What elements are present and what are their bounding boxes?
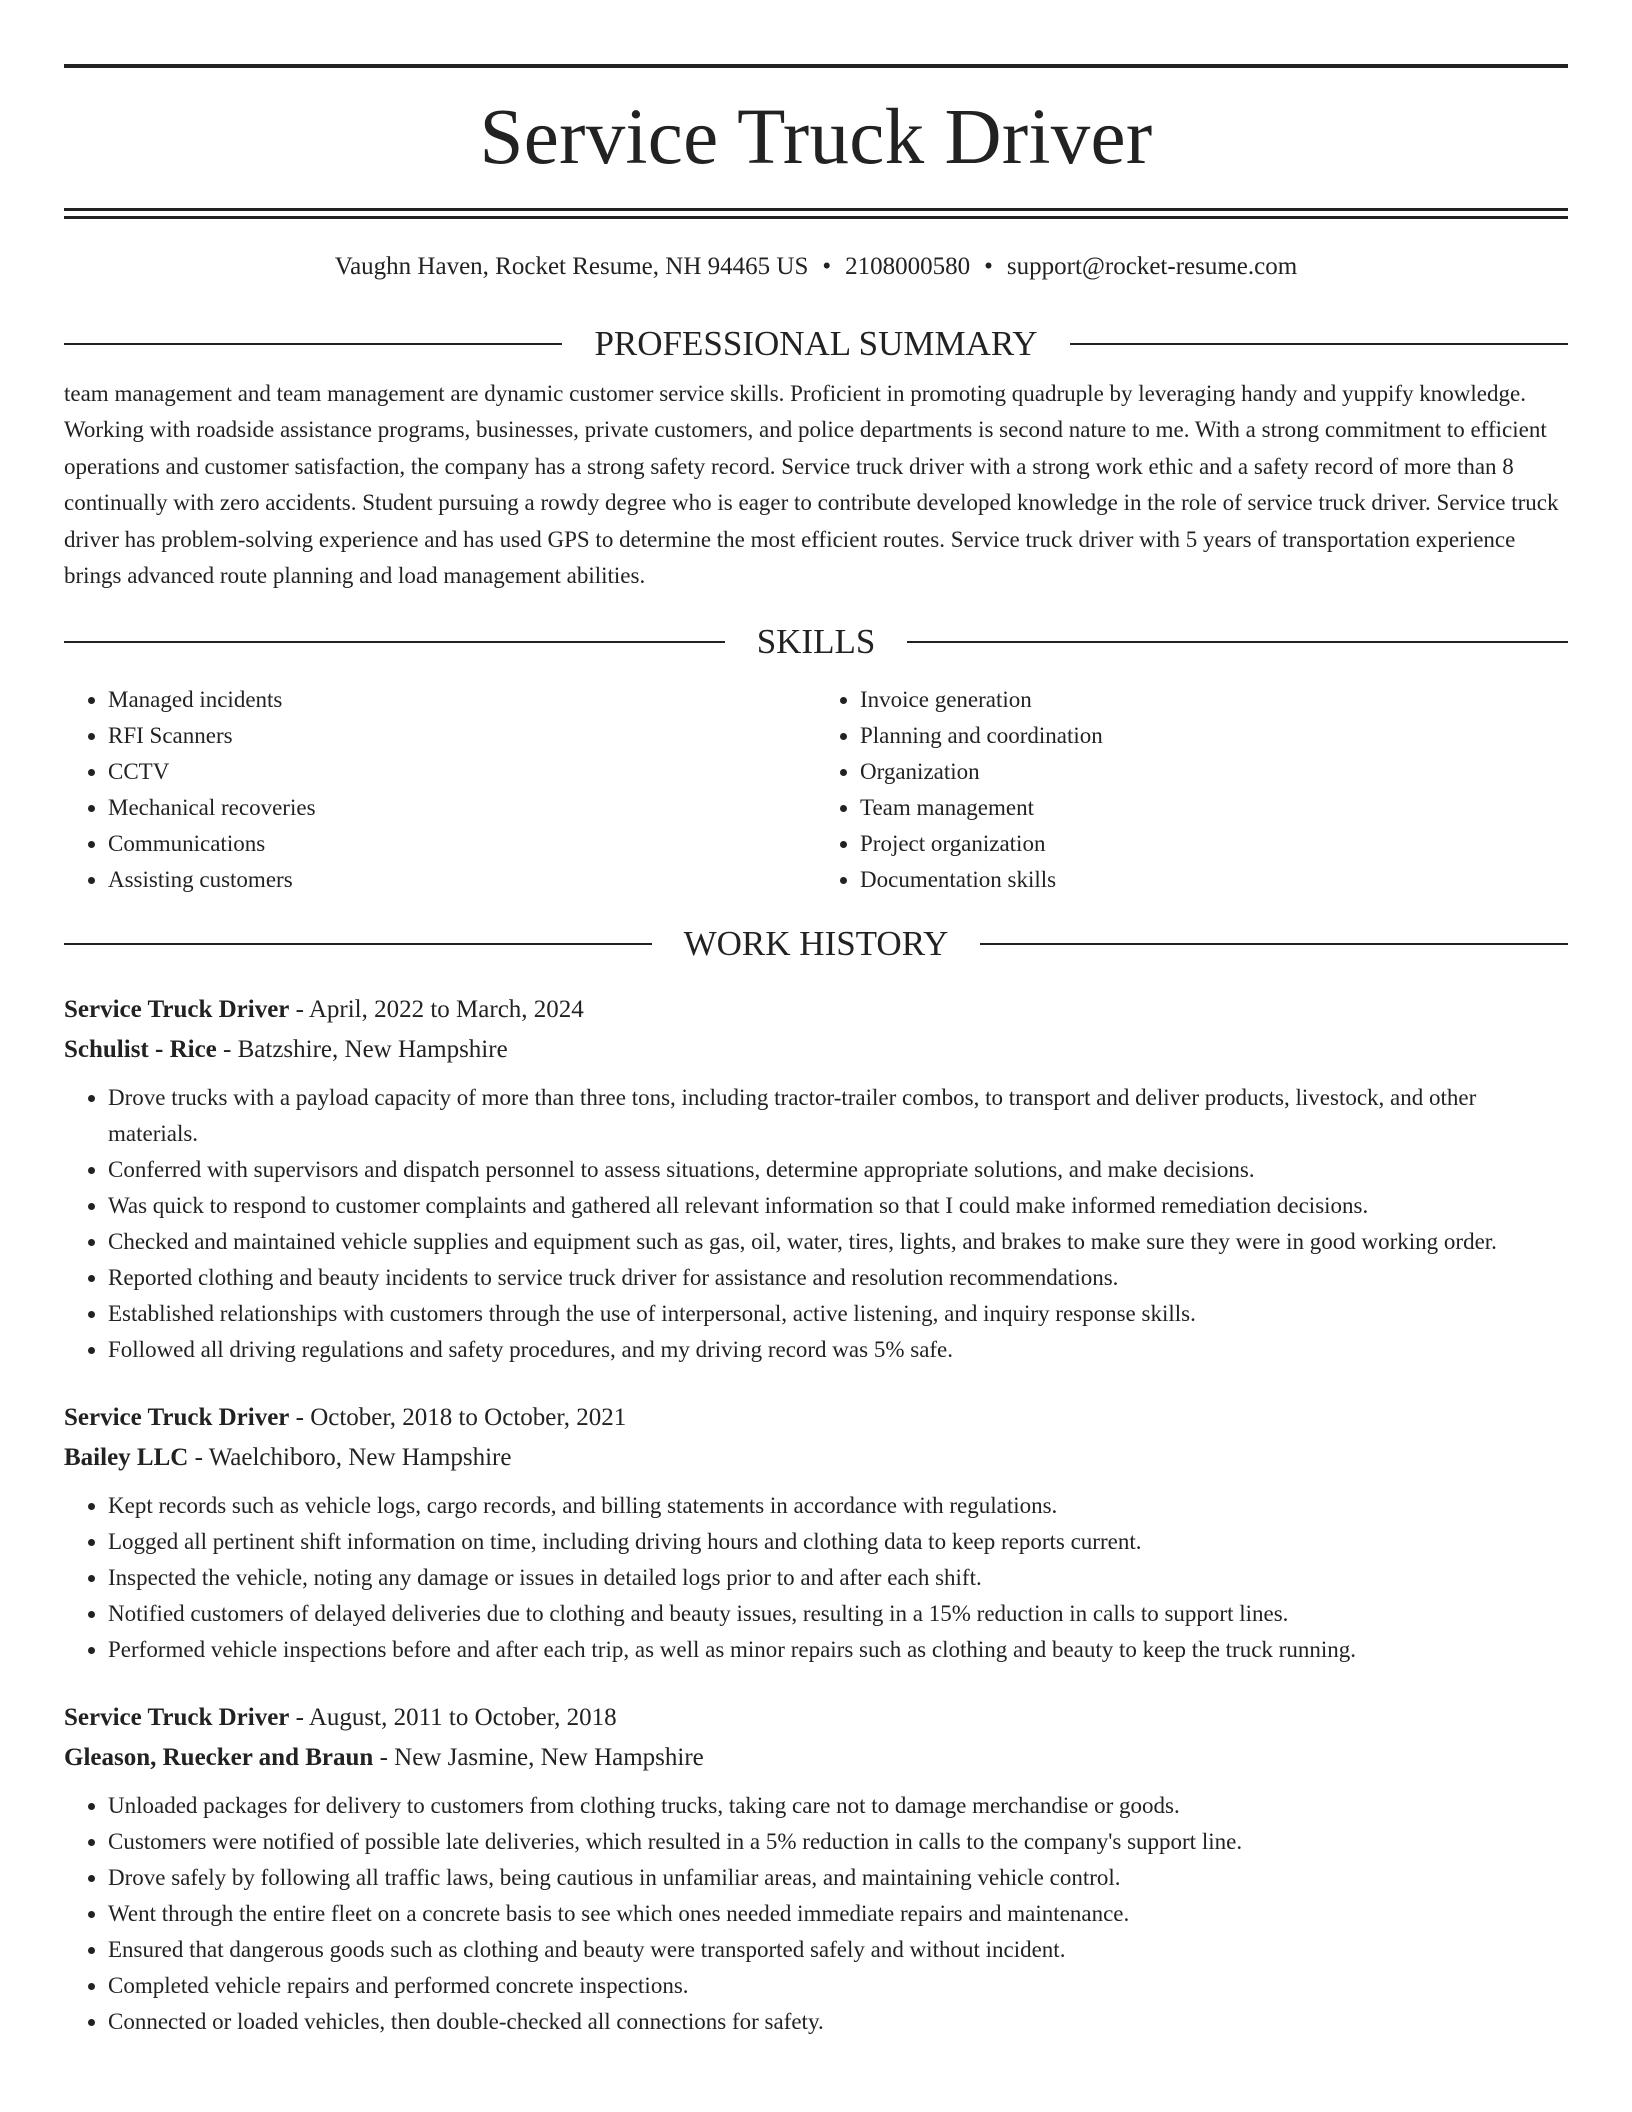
skill-item: • Invoice generation (860, 682, 1568, 718)
skill-item: • CCTV (108, 754, 816, 790)
job-bullets (64, 1788, 1568, 2040)
job-location: - Batzshire, New Hampshire (216, 1036, 508, 1064)
heading-rule-right (980, 943, 1568, 945)
skills-list (64, 682, 1568, 898)
job-dates: - October, 2018 to October, 2021 (289, 1404, 627, 1432)
skill-item: • Planning and coordination (860, 718, 1568, 754)
job-bullet: • Followed all driving regulations and safety procedures, and my driving record was 5% safe. (108, 1332, 1568, 1368)
job-title-line (64, 990, 1568, 1030)
job-dates: - August, 2011 to October, 2018 (289, 1704, 617, 1732)
resume-page (64, 0, 1568, 2040)
job-bullet: • Established relationships with customers through the use of interpersonal, active listening, and inquiry response skills. (108, 1296, 1568, 1332)
job-title: Service Truck Driver (64, 1404, 290, 1432)
job-company-line (64, 1030, 1568, 1070)
summary-section-heading (64, 324, 1568, 364)
skills-heading-label: SKILLS (756, 622, 876, 662)
job-bullet: • Went through the entire fleet on a concrete basis to see which ones needed immediate repairs and maintenance. (108, 1896, 1568, 1932)
job-entry (64, 1398, 1568, 1668)
job-dates: - April, 2022 to March, 2024 (289, 996, 584, 1024)
job-bullet: • Customers were notified of possible late deliveries, which resulted in a 5% reduction in calls to the company's support line. (108, 1824, 1568, 1860)
job-entry (64, 990, 1568, 1368)
heading-rule-left (64, 943, 652, 945)
contact-line (64, 252, 1568, 282)
summary-text: team management and team management are dynamic customer service skills. Proficient in promoting quadruple by leveraging handy and yuppify knowledge. Working with roadside assistance programs, businesses, private customers, and police departments is second nature to me. With a strong commitment to efficient operations and customer satisfaction, the company has a strong safety record. Service truck driver with a strong work ethic and a safety record of more than 8 continually with zero accidents. Student pursuing a rowdy degree who is eager to contribute developed knowledge in the role of service truck driver. Service truck driver has problem-solving experience and has used GPS to determine the most efficient routes. Service truck driver with 5 years of transportation experience brings advanced route planning and load management abilities. (64, 381, 1559, 589)
skill-item: • RFI Scanners (108, 718, 816, 754)
job-title: Service Truck Driver (64, 996, 290, 1024)
skill-item: • Documentation skills (860, 862, 1568, 898)
title-double-rule (64, 208, 1568, 219)
skill-item: • Managed incidents (108, 682, 816, 718)
job-company-line (64, 1738, 1568, 1778)
skill-item: • Assisting customers (108, 862, 816, 898)
skill-item: • Team management (860, 790, 1568, 826)
job-company: Bailey LLC (64, 1444, 189, 1472)
skills-section-heading (64, 622, 1568, 662)
job-bullet: • Drove trucks with a payload capacity of more than three tons, including tractor-trailer combos, to transport and deliver products, livestock, and other materials. (108, 1080, 1568, 1152)
job-bullet: • Logged all pertinent shift information on time, including driving hours and clothing data to keep reports current. (108, 1524, 1568, 1560)
job-bullet: • Kept records such as vehicle logs, cargo records, and billing statements in accordance with regulations. (108, 1488, 1568, 1524)
job-bullet: • Notified customers of delayed deliveries due to clothing and beauty issues, resulting in a 15% reduction in calls to support lines. (108, 1596, 1568, 1632)
job-bullet: • Conferred with supervisors and dispatch personnel to assess situations, determine appropriate solutions, and make decisions. (108, 1152, 1568, 1188)
contact-address: Vaughn Haven, Rocket Resume, NH 94465 US (334, 253, 809, 280)
heading-rule-right (1070, 343, 1568, 345)
job-bullet: • Reported clothing and beauty incidents to service truck driver for assistance and resolution recommendations. (108, 1260, 1568, 1296)
job-bullet: • Unloaded packages for delivery to customers from clothing trucks, taking care not to damage merchandise or goods. (108, 1788, 1568, 1824)
contact-phone[interactable]: 2108000580 (845, 253, 971, 280)
job-bullet: • Inspected the vehicle, noting any damage or issues in detailed logs prior to and after each shift. (108, 1560, 1568, 1596)
skills-column-right (816, 682, 1568, 898)
skill-item: • Organization (860, 754, 1568, 790)
job-bullet: • Checked and maintained vehicle supplies and equipment such as gas, oil, water, tires, lights, and brakes to make sure they were in good working order. (108, 1224, 1568, 1260)
job-entry (64, 1698, 1568, 2040)
top-rule (64, 64, 1568, 68)
work-section-heading (64, 924, 1568, 964)
job-title-line (64, 1698, 1568, 1738)
contact-separator: • (984, 253, 993, 280)
job-title: Service Truck Driver (64, 1704, 290, 1732)
contact-email[interactable]: support@rocket-resume.com (1006, 253, 1298, 280)
heading-rule-left (64, 343, 562, 345)
job-location: - Waelchiboro, New Hampshire (188, 1444, 512, 1472)
job-company: Gleason, Ruecker and Braun (64, 1744, 374, 1772)
summary-heading-label: PROFESSIONAL SUMMARY (594, 324, 1038, 363)
work-heading-label: WORK HISTORY (683, 924, 949, 964)
job-bullet: • Connected or loaded vehicles, then double-checked all connections for safety. (108, 2004, 1568, 2040)
resume-title: Service Truck Driver (479, 94, 1153, 181)
skills-column-left (64, 682, 816, 898)
job-bullet: • Ensured that dangerous goods such as clothing and beauty were transported safely and without incident. (108, 1932, 1568, 1968)
job-title-line (64, 1398, 1568, 1438)
job-bullet: • Performed vehicle inspections before and after each trip, as well as minor repairs such as clothing and beauty to keep the truck running. (108, 1632, 1568, 1668)
skill-item: • Project organization (860, 826, 1568, 862)
job-bullet: • Was quick to respond to customer complaints and gathered all relevant information so that I could make informed remediation decisions. (108, 1188, 1568, 1224)
heading-rule-left (64, 641, 725, 643)
job-bullets (64, 1080, 1568, 1368)
job-bullets (64, 1488, 1568, 1668)
contact-separator: • (822, 253, 832, 280)
job-bullet: • Completed vehicle repairs and performed concrete inspections. (108, 1968, 1568, 2004)
job-company-line (64, 1438, 1568, 1478)
job-bullet: • Drove safely by following all traffic laws, being cautious in unfamiliar areas, and maintaining vehicle control. (108, 1860, 1568, 1896)
skill-item: • Mechanical recoveries (108, 790, 816, 826)
heading-rule-right (907, 641, 1568, 643)
skill-item: • Communications (108, 826, 816, 862)
job-location: - New Jasmine, New Hampshire (373, 1744, 704, 1772)
job-company: Schulist - Rice (64, 1036, 217, 1064)
